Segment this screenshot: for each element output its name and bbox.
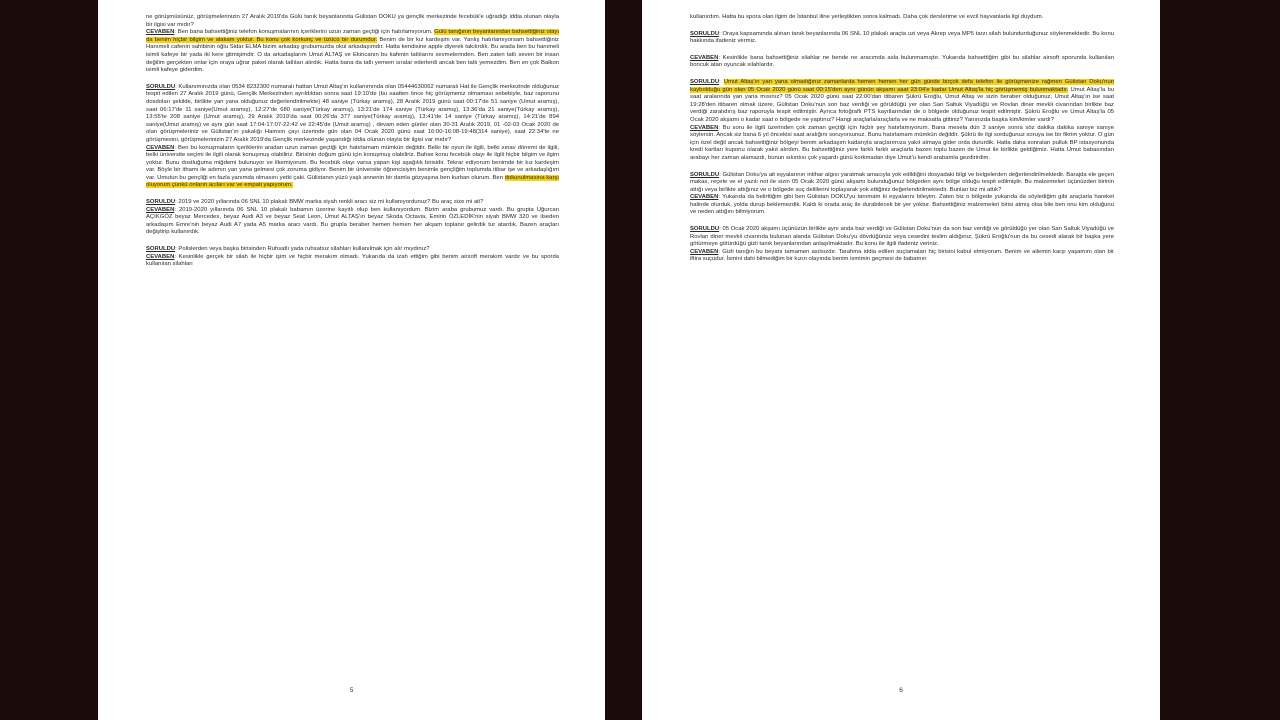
paragraph: [146, 84, 559, 145]
text-segment: kullanırdım. Hatta bu spora olan ilgim de İstanbul iline yerleştikten sonra kalmadı. Daha çok derslerime ve evcil hayvanlarla ilgi duydum.: [690, 14, 1044, 20]
paragraph: [146, 14, 559, 29]
paragraph-spacer: [690, 46, 1114, 55]
question-answer-label: SORULDU: [690, 171, 720, 178]
paragraph: [690, 194, 1114, 217]
paragraph-spacer: [690, 163, 1114, 172]
paragraph: [690, 226, 1114, 249]
question-answer-label: CEVABEN: [146, 253, 175, 260]
page-number: 6: [899, 687, 903, 695]
question-answer-label: SORULDU: [146, 199, 176, 206]
paragraph: [146, 199, 559, 207]
text-segment: : 2019 ve 2020 yıllarında 06 SNL 10 plakalı BMW marka siyah renkli aracı siz mi kullanıyordunuz? Bu araç size mi ait?: [175, 199, 484, 206]
page-body: [690, 14, 1114, 264]
text-segment: : Gülistan Doku'ya ait eşyalarının intihar algısı yaratmak amacıyla yok edildiğini dosyadaki bilgi ve belgelerden değerlendirilmektedir. Barajda ele geçen makas, reçete ve el yazılı not ile sizin 05 Ocak 2020 günü akşamı bulunduğunuz bölgeden aynı bölge olduğu tespit edilmiştir. Bu malzemeleri üçünüzden birinin attığı veya birlikte attığınız ve o bölgede suç delillerini toplayarak yok ettiğiniz değerlendirilmektedir. Bunları biz mi attık?: [690, 171, 1114, 193]
paragraph: [690, 125, 1114, 163]
paragraph: [146, 246, 559, 254]
text-segment: ne görüşmüsünüz, görüşmelerinizin 27 Aralık 2019'da Gülü tanık beyanlarında Gülistan DOKU ya gençlik merkezinde fecebük'e uğradığı iddia olunan olayla bir ilgisi var mıdır?: [146, 14, 559, 28]
question-answer-label: CEVABEN: [690, 54, 719, 61]
question-answer-label: CEVABEN: [690, 124, 719, 131]
paragraph-spacer: [146, 190, 559, 199]
question-answer-label: SORULDU: [690, 78, 720, 85]
question-answer-label: CEVABEN: [146, 206, 175, 213]
paragraph-spacer: [146, 75, 559, 84]
text-segment: : 05 Ocak 2020 akşamı üçünüzün birlikte aynı anda baz verdiği ve Gülistan Doku'nun da son baz verdiği ve görüldüğü yer olan San Saltuk Viyadüğü ve Rovlan diner mevkii civarında bulunan alanda Gülistan Doku'yu dövdüğünüz veya cesedini teslim aldığınız, Şükrü Eroğlu'nun da bu cesedi alarak bir başka yere götürmeye götürdüğü gizli tanık beyanlarından anlaşılmaktadır. Bu konu ile ilgili ifadeniz veriniz.: [690, 226, 1114, 248]
question-answer-label: CEVABEN: [146, 29, 175, 36]
paragraph: [690, 172, 1114, 195]
paragraph: [690, 31, 1114, 46]
text-segment: : Yukarıda da belirttiğim gibi ben Gülistan DOKU'yu tanımam ki eşyalarını bileyim. Zaten biz o bölgede yukarıda da söylediğim gibi araçlarla hareket halinde olurduk, yolda durup beklemezdik. Kaldı ki orada araç ile durabilecek bir yer yoktur. Bahsettiğiniz malzemeleri birisi atmış olsa bile ben onu kim olduğunu ve neden attığını bilmiyorum.: [690, 194, 1114, 216]
question-answer-label: CEVABEN: [690, 194, 719, 201]
paragraph: [146, 207, 559, 237]
paragraph: [690, 14, 1114, 22]
text-segment: Benim de bir kız kardeşim var. Yanlış hatırlamıyorsam bahsettiğiniz Hanımeli cafenin sahibinin oğlu Sidar ELMA bizim arkadaş grubumuzda okul arkadaşımdır. Hatta kendisine apple diyerek takılırdık. Bu arada ben bu hanımeli isimli kafeye bir yada iki kere gitmişimdir. O da arkadaşlarım Umut ALTAŞ ve Ekincanın bu kafenin tatlılarını sevmelerinden. Ben zaten tatlı seven bir insan değilim gerçekten onlar için oraya uğrar paket olarak tatlıları alırdık. Hatta bana da tatlı yemem sıralar ederlerdi ancak ben tatlı yemezdim. Ben en çok Balkon isimli kafeye giderdim.: [146, 36, 559, 74]
text-segment: : Kesinlikle bana bahsettiğiniz silahlar ne bende ne aracımda asla bulunmamıştır. Yukarıda bahsettiğim gibi bu silahlar airsoft sporunda kullanılan boncuk atan oyuncak silahlardır.: [690, 54, 1114, 69]
text-segment: : Ben bana bahsettiğiniz telefon konuşmalarının içeriklerini uzun zaman geçtiği için hatırlamıyorum.: [174, 29, 435, 36]
text-segment: : Polislerden veya başka birisinden Ruhsatlı yada ruhsatsız silahları kullanılmak için alır mıydınız?: [175, 246, 430, 253]
question-answer-label: SORULDU: [690, 226, 720, 233]
paragraph: [690, 249, 1114, 264]
paragraph-spacer: [690, 217, 1114, 226]
question-answer-label: SORULDU: [146, 83, 176, 90]
document-page-right: [642, 0, 1160, 720]
paragraph: [690, 79, 1114, 125]
text-segment: : Kullanımınızda olan 0534 8232300 numaralı hattan Umut Altaş'ın kullanımında olan 05444630062 numaralı Hat ile Gençlik merkezinde olduğunuz tespit edilen 27 Aralık 2019 günü, Gençlik Merkezinden ayrıldıktan sonra saat 19:10'de (bu saatten önce hiç görüşmeniz olmaması sebebiyle, baz raporunu dosdoları şekilde, birlikte yan yana olduğunuz değerlendirilmekte) 48 saniye (Türkay aramış), 28 Aralık 2019 günü saat 00:17'de 51 saniye (Umut aramış), saat 06:17'de 11 saniye(Umut aramış), 12:27'de 680 saniye(Türkay aramış), 13:21'de 174 saniye (Türkay aramış), 13:36'da 21 saniye(Türkay aramış), 13:55'te 208 saniye (Umut aramış), 29 Aralık 2019'da saat 00:26'da 377 saniye(Türkay aramış), 13:41'de 14 saniye (Türkay aramış), 14:21'de 894 saniye(Umut aramış) ve aynı gün saat 17:04-17:07-22:42 ve 22:45'de (Umut aramış) , devam eden günler olan 30-31 Aralık 2019, 01 -02-03 Ocak 2020 de olan görüşmeleriniz ve Gülistan'ın yakalığı Hamsın çayı üzerinde gün olan 04 Ocak 2020 günü saat 16:00-16:08-19:48(314 saniye), saat 22:34'te ne görüşmesini, görüşmelerinizin 27 Aralık 2019'da Gençlik merkezinde yaşandığı iddia olunan olayla bir ilgisi var mıdır?: [146, 83, 559, 143]
highlighted-text: dokunulmasına karşı oluyorum çünkü onların acıları var ve empati yapıyorum.: [146, 174, 559, 189]
highlighted-text: Gülü tanığının beyanlarından bahsettiğiniz olayı da benim hiçbir bilgim ve alakam yoktur. Bu konu çok korkunç ve üzücü bir durumdur.: [146, 29, 559, 43]
question-answer-label: CEVABEN: [690, 248, 719, 255]
paragraph: [146, 254, 559, 269]
paragraph-spacer: [146, 237, 559, 246]
paragraph-spacer: [690, 22, 1114, 31]
highlighted-text: Umut Altaş'ın yan yana olmadığınız zamanlarda hemen hemen her gün günde birçok defa telefon ile görüşmenize rağmen Gülistan Doku'nun kaybolduğu gün olan 05 Ocak 2020 günü saat 00:15'den aynı günün akşamı saat 23:04'e kadar Umut Altaş'la hiç görüşmemiş bulunmaktadır.: [690, 78, 1115, 93]
text-segment: :: [719, 78, 724, 85]
paragraph-spacer: [690, 70, 1114, 79]
page-number: 5: [349, 687, 354, 695]
question-answer-label: SORULDU: [146, 246, 176, 253]
text-segment: : Gizli tanığın bu beyanı tamamen asılsızdır. Tarafıma iddia edilen suçlamaları hiç birisini kabul etmiyorum. Benim ve ailemin karşı yaşamını olan bir iftira suçudur. İsmini dahi bilmediğim bir kızın olayında benim ismimin geçmesi de babamın: [690, 248, 1114, 263]
paragraph: [146, 145, 559, 191]
text-segment: : Bu soru ile ilgili üzerinden çok zaman geçtiği için hiçbir şey hatırlamıyorum. Bana mesela dün 3 saniye sonra söz dakika dakika sanıye sanıye söylersin. Ancak siz bana 6 yıl öncekisi saat aralığını soruyorsunuz. Bunu hatırlamam mümkün değildir. Şükrü ile ilgi sorduğunuz soruya ise bir fikrim yoktur. O gün için özel değil ancak bahsettiğiniz bölgeyi benim arkadaşım kadarıyla araçlarımıza yakıt almaya gider orda dururdik. Hatta daha sonraları pulluk BP istasyonunda kredi kartları kuponu olarak yakıt alırdım. Bu bahsettiğiniz yere farklı farklı araçlarla bazen toplu bazen de Umut ile birlikte geldiğimiz. Hatta Umut babasından arabayı her zaman alamazdı, bunun sıkıntısı çok yaşardı günü korkmadan diye Umut'u kendi arabamla gezdirirdim.: [690, 124, 1114, 161]
text-segment: : Ben bu konuşmaların içeriklerini aradan uzun zaman geçtiği için hatırlamam mümkün değildir. Belki bir oyun ile ilgili, belki sınav dönemi de ilgili, belki üniversite seçimi ile ilgili olarak konuşmuş olabiliriz. Birisinin doğum günü için konuşmuş olabiliriz. Bahse konu fecebük olayı ile ilgili hiçbir bilgim ve ilgim yoktur. Bunu dostluğuma miğdemi bulunuyor ve ilkemiyorum. Bu fecebük olayı varsa yapan kişi aşağılık birisidir. Tekrar ediyorum benimde bir kız kardeşim var. Böyle bir ithamı ile adımın yan yana gelmesi çok zoruma gidiyor. Benim bir üniversite öğrencisiyim benimle gençliğim toplumda itibar işe ve arkadaşlığım var. Umutun bu gençliği en fazla yanımda olmasını yetki çaki. Gülistanın yüzü yaşlı annenin bir damla gözyaşına ben kurban olurum. Ben: [146, 144, 559, 181]
page-body: [146, 14, 559, 269]
question-answer-label: SORULDU: [690, 30, 720, 37]
paragraph: [690, 55, 1114, 70]
question-answer-label: CEVABEN: [146, 144, 175, 151]
document-page-left: [98, 0, 605, 720]
text-segment: Umut Altaş'la bu saat aralarında yan yana mısınız? 05 Ocak 2020 günü saat 22:00'dan itibaren Şükrü Eroğlu, Umut Altaş ve sizin beraber olduğunuz, Umut Altaş'ın ise saat 19:28'den itibaren olmak üzere, Gülistan Doku'nun son baz verdiği ve görüldüğü yer olan San Saltuk Viyadüğü ve Rovlan diner mevkii civarından birlikte baz verdiği zaralıdırış baz raporuyla tespit edilmiştir. Ayrıca fotoğraflı PTS kayıtlarından de o bölgede olduğunuz tespit edilmiştir. Şükrü Eroğlu ve Umut Altaş'la 05 Ocak 2020 akşamı o kadar saat o bölgede ne yaptınız? Hangi araçlarla/araçlarla ve ne maksatla gittiniz? Yanınızda başka kim/kimler vardı?: [690, 86, 1114, 123]
paragraph: [146, 29, 559, 75]
text-segment: : Kesinlikle gerçek bir silah ile hiçbir işim ve hiçbir merakım olmadı. Yukarıda da izah ettiğim gibi benim airsoft merakım vardır ve bu sporda kullanılan silahları: [146, 253, 559, 268]
text-segment: : Oraya kapsamında alınan tanık beyanlarında 06 SNL 10 plakalı araçta uzi veya Akrep veya MP5 tarzı silah bulundurduğunuz söylenmektedir. Bu konu hakkında ifadeniz vermiz.: [690, 30, 1114, 45]
text-segment: : 2019-2020 yıllarında 06 SNL 10 plakalı babamın üzerine kayıtlı olup ben kullanıyordum. Bizim araba grubumuz vardı. Bu grupta Uğurcan AÇIKGÖZ beyaz Mercedes, beyaz Audi A3 ve beyaz Seat Leon, Umut ALTAŞ'ın beyaz Skoda Octavia, Emirin ÖZLEDİK'nin siyah BMW 320 ve ilseden arkadaşım Emre'nin beyaz Audi A7 yada A5 marka aracı vardı. Bu grupla beraber hemen hemen her akşam toplanır gelirdik tur atardık. Bazen araçları değiştirip kullanırdık.: [146, 206, 559, 236]
